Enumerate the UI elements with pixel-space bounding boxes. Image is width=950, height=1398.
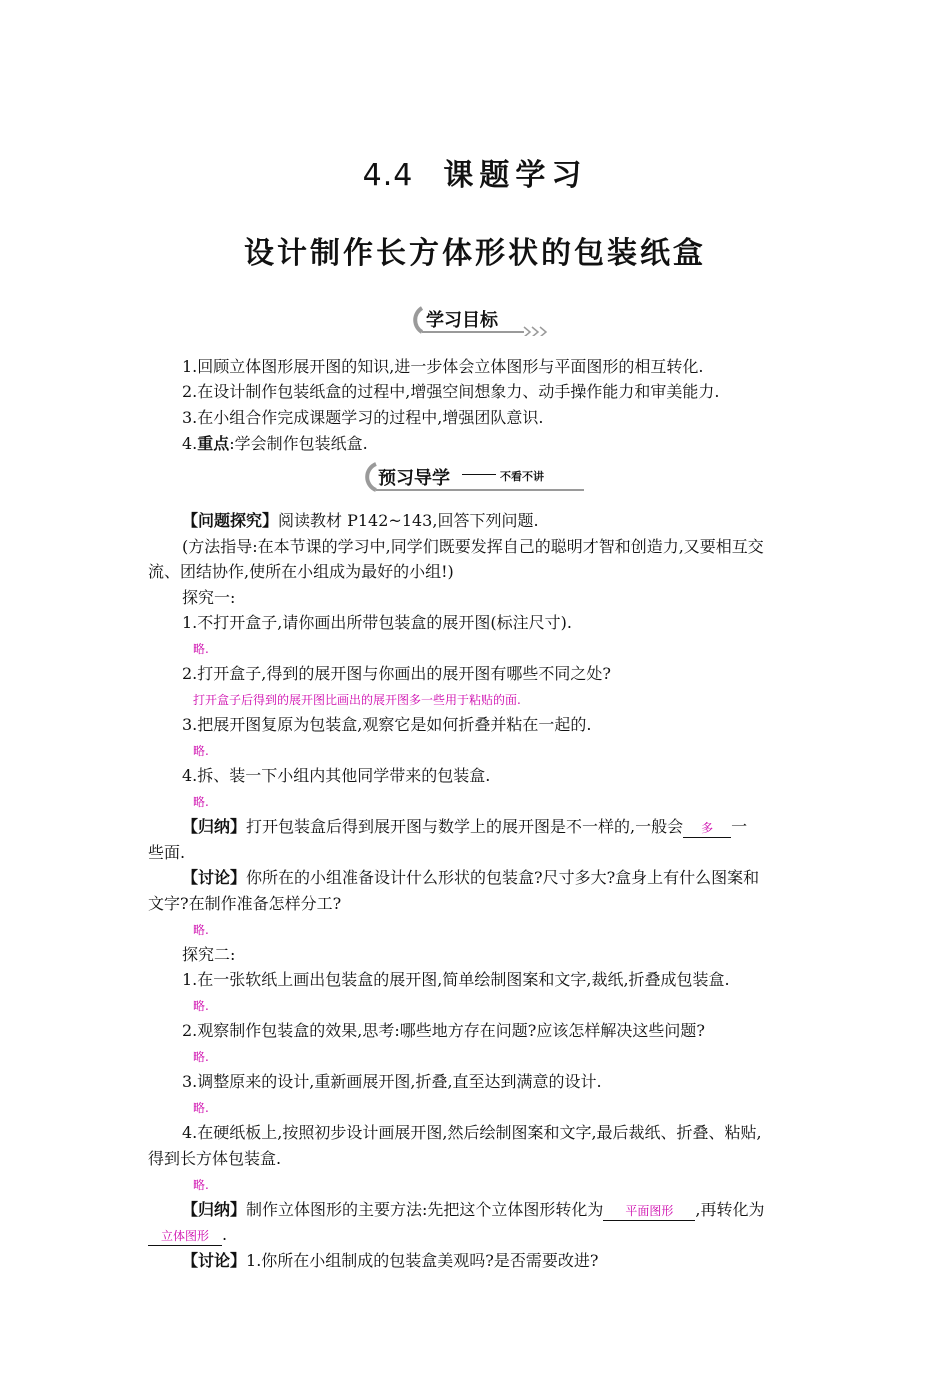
part2-q4-line-1: 4.在硬纸板上,按照初步设计画展开图,然后绘制图案和文字,最后裁纸、折叠、粘贴,: [182, 1123, 762, 1142]
learning-goals-banner: [404, 300, 554, 336]
summary-tag: 【归纳】: [182, 1200, 247, 1219]
summary-end: .: [222, 1225, 228, 1244]
part1-q2: 2.打开盒子,得到的展开图与你画出的展开图有哪些不同之处?: [182, 664, 611, 683]
summary-tag: 【归纳】: [182, 817, 247, 836]
discuss-text: 你所在的小组准备设计什么形状的包装盒?尺寸多大?盒身上有什么图案和: [246, 868, 760, 887]
discuss-text: 1.你所在小组制成的包装盒美观吗?是否需要改进?: [246, 1251, 599, 1270]
discuss-tag: 【讨论】: [182, 868, 247, 887]
page-title: [0, 150, 950, 194]
discuss-tag: 【讨论】: [182, 1251, 247, 1270]
goal-4-text: :学会制作包装纸盒.: [229, 434, 368, 453]
part1-a4: 略.: [193, 795, 209, 809]
page-subtitle: 设计制作长方体形状的包装纸盒: [244, 236, 706, 271]
summary-2: [182, 1199, 842, 1221]
part2-a4: 略.: [193, 1178, 209, 1192]
part2-q1: 1.在一张软纸上画出包装盒的展开图,简单绘制图案和文字,裁纸,折叠成包装盒.: [182, 970, 730, 989]
part1-q3: 3.把展开图复原为包装盒,观察它是如何折叠并粘在一起的.: [182, 715, 592, 734]
section-number: 4.4: [362, 158, 414, 193]
summary-text: 制作立体图形的主要方法:先把这个立体图形转化为: [246, 1200, 604, 1219]
part2-a2: 略.: [193, 1050, 209, 1064]
part1-q4: 4.拆、装一下小组内其他同学带来的包装盒.: [182, 766, 491, 785]
goal-4-num: 4.: [182, 434, 198, 453]
preview-banner: [358, 458, 594, 494]
summary-text: 打开包装盒后得到展开图与数学上的展开图是不一样的,一般会: [246, 817, 684, 836]
part1-title: 探究一:: [182, 588, 236, 607]
discuss-1-answer: 略.: [193, 923, 209, 937]
answer-blank: 平面图形: [603, 1202, 695, 1221]
question-intro: [182, 510, 842, 532]
goal-1: 1.回顾立体图形展开图的知识,进一步体会立体图形与平面图形的相互转化.: [182, 357, 704, 376]
discuss-2: [182, 1250, 842, 1272]
discuss-1-line-2: 文字?在制作准备怎样分工?: [148, 894, 342, 913]
answer-blank: 多: [683, 819, 731, 838]
part2-title: 探究二:: [182, 945, 236, 964]
part2-a1: 略.: [193, 999, 209, 1013]
summary-2-line-2: [148, 1224, 808, 1246]
discuss-1: [182, 867, 842, 889]
goal-4: [182, 433, 842, 455]
goal-2: 2.在设计制作包装纸盒的过程中,增强空间想象力、动手操作能力和审美能力.: [182, 382, 720, 401]
part2-a3: 略.: [193, 1101, 209, 1115]
question-tag: 【问题探究】: [182, 511, 279, 530]
part2-q4-line-2: 得到长方体包装盒.: [148, 1149, 282, 1168]
dash-divider: [462, 474, 496, 475]
banner-note: 不看不讲: [500, 470, 544, 483]
summary-1: [182, 816, 842, 838]
part1-a3: 略.: [193, 744, 209, 758]
summary-after: 一: [731, 817, 748, 836]
banner-label: 预习导学: [378, 468, 450, 489]
part1-a2: 打开盒子后得到的展开图比画出的展开图多一些用于粘贴的面.: [193, 693, 521, 707]
part2-q2: 2.观察制作包装盒的效果,思考:哪些地方存在问题?应该怎样解决这些问题?: [182, 1021, 705, 1040]
question-text: 阅读教材 P142~143,回答下列问题.: [278, 511, 539, 530]
banner-label: 学习目标: [426, 310, 498, 331]
method-line-1: (方法指导:在本节课的学习中,同学们既要发挥自己的聪明才智和创造力,又要相互交: [182, 537, 764, 556]
section-title: 课题学习: [443, 158, 588, 193]
key-point-label: 重点: [197, 434, 230, 453]
method-line-2: 流、团结协作,使所在小组成为最好的小组!): [148, 562, 454, 581]
goal-3: 3.在小组合作完成课题学习的过程中,增强团队意识.: [182, 408, 544, 427]
part1-a1: 略.: [193, 642, 209, 656]
part1-q1: 1.不打开盒子,请你画出所带包装盒的展开图(标注尺寸).: [182, 613, 572, 632]
summary-after: ,再转化为: [695, 1200, 765, 1219]
summary-1-line-2: 些面.: [148, 843, 186, 862]
answer-blank: 立体图形: [148, 1227, 222, 1246]
part2-q3: 3.调整原来的设计,重新画展开图,折叠,直至达到满意的设计.: [182, 1072, 602, 1091]
